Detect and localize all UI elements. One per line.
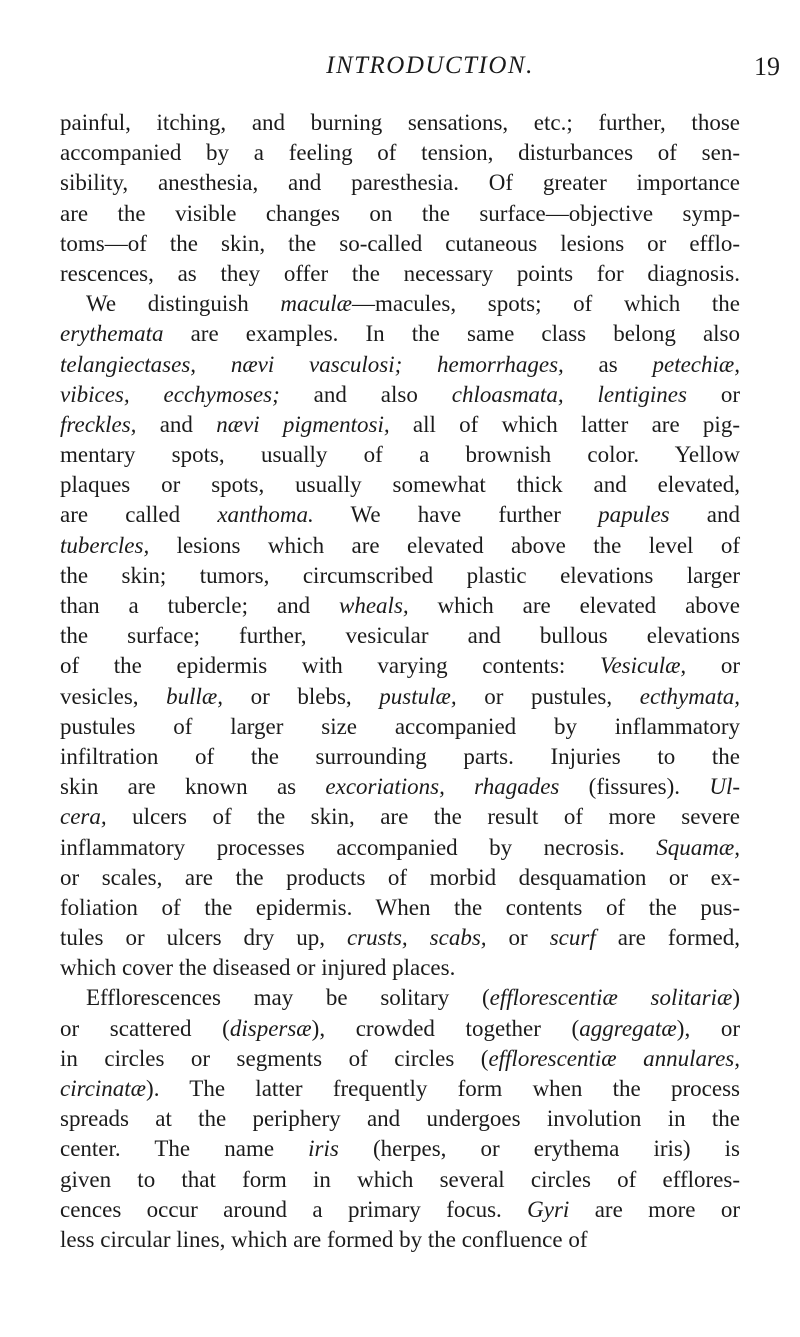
text-segment: We distinguish <box>86 291 281 317</box>
text-line <box>60 682 740 712</box>
text-line <box>60 1225 740 1255</box>
text-segment: foliation of the epidermis. When the contents of the pus- <box>60 894 740 920</box>
text-segment: plaques or spots, usually somewhat thick and elevated, <box>60 472 740 498</box>
italic-term: crusts, scabs, <box>346 925 487 951</box>
text-line <box>60 1014 740 1044</box>
text-segment: We have further <box>313 502 599 528</box>
text-segment: are called <box>60 502 218 528</box>
text-line <box>60 380 740 410</box>
text-segment: than a tubercle; and <box>60 593 339 618</box>
italic-term: Vesiculæ, <box>599 653 687 679</box>
text-line <box>60 410 740 440</box>
text-segment: vesicles, <box>60 683 167 709</box>
text-line <box>60 1134 740 1164</box>
text-segment: tules or ulcers dry up, <box>60 925 347 951</box>
italic-term: maculæ <box>280 291 352 317</box>
text-line <box>60 893 740 923</box>
text-segment: or <box>486 925 550 951</box>
text-segment: pustules of larger size accompanied by inflammatory <box>60 713 740 739</box>
text-segment: (fissures). <box>559 774 710 800</box>
text-segment: all of which latter are pig- <box>389 411 740 437</box>
text-segment: or scattered ( <box>60 1015 230 1041</box>
text-line <box>60 1074 740 1104</box>
text-segment: the surface; further, vesicular and bullous elevations <box>60 623 740 649</box>
text-segment: ), crowded together ( <box>311 1015 580 1041</box>
text-segment: are examples. In the same class belong also <box>163 321 740 347</box>
text-line <box>60 1195 740 1225</box>
text-line <box>60 168 740 198</box>
text-segment: the skin; tumors, circumscribed plastic elevations larger <box>60 562 740 588</box>
text-segment: are formed, <box>595 925 740 951</box>
text-line <box>60 1165 740 1195</box>
text-segment: toms—of the skin, the so-called cutaneous lesions or efflo- <box>60 230 740 256</box>
text-line <box>60 531 740 561</box>
italic-term: iris <box>308 1136 339 1162</box>
text-segment: ), or <box>676 1015 741 1041</box>
italic-term: Squamæ, <box>656 834 740 860</box>
text-segment: and <box>136 411 217 437</box>
text-line <box>60 500 740 530</box>
text-line <box>60 259 740 289</box>
italic-term: excoriations, rhagades <box>325 774 560 800</box>
text-line <box>60 923 740 953</box>
text-segment: or <box>686 381 740 407</box>
italic-term: vibices, ecchymoses; <box>60 381 280 407</box>
italic-term: aggregatæ <box>579 1015 677 1041</box>
italic-term: nævi pigmentosi, <box>216 411 390 437</box>
italic-term: bullæ, <box>166 683 224 709</box>
text-line <box>60 229 740 259</box>
text-segment: and also <box>279 381 452 407</box>
text-segment: Efflorescences may be solitary ( <box>86 985 490 1011</box>
italic-term: Ul- <box>709 774 740 800</box>
text-line <box>60 289 740 319</box>
italic-term: pustulæ, <box>379 683 457 709</box>
text-line <box>60 1104 740 1134</box>
italic-term: dispersæ <box>229 1015 312 1041</box>
text-segment: mentary spots, usually of a brownish color. Yellow <box>60 442 740 468</box>
italic-term: chloasmata, lentigines <box>451 381 687 407</box>
text-line <box>60 561 740 591</box>
text-segment: sibility, anesthesia, and paresthesia. Of greater importance <box>60 170 740 196</box>
text-line <box>60 983 740 1013</box>
text-segment: (herpes, or erythema iris) is <box>338 1136 740 1162</box>
text-line <box>60 772 740 802</box>
italic-term: cera, <box>60 804 107 830</box>
italic-term: efflorescentiæ annulares, <box>488 1045 740 1071</box>
italic-term: efflorescentiæ solitariæ <box>489 985 733 1011</box>
text-line <box>60 953 740 983</box>
text-line <box>60 712 740 742</box>
running-head <box>60 52 800 98</box>
text-segment: spreads at the periphery and undergoes involution in the <box>60 1106 740 1132</box>
text-segment: in circles or segments of circles ( <box>60 1045 489 1071</box>
text-line <box>60 470 740 500</box>
text-segment: are more or <box>569 1196 740 1222</box>
text-line <box>60 833 740 863</box>
text-segment: skin are known as <box>60 774 326 800</box>
text-line <box>60 651 740 681</box>
text-segment: or blebs, <box>223 683 380 709</box>
text-segment: ). The latter frequently form when the process <box>146 1076 740 1101</box>
body-text <box>60 108 740 1255</box>
text-line <box>60 319 740 349</box>
text-line <box>60 350 740 380</box>
text-line <box>60 591 740 621</box>
text-segment: ) <box>732 985 740 1011</box>
text-segment: painful, itching, and burning sensations, etc.; further, those <box>60 110 740 135</box>
text-segment: given to that form in which several circles of efflores- <box>60 1166 740 1192</box>
italic-term: petechiæ, <box>652 351 740 377</box>
text-line <box>60 108 740 138</box>
text-segment: center. The name <box>60 1136 309 1162</box>
text-segment: less circular lines, which are formed by the confluence of <box>60 1226 588 1252</box>
italic-term: telangiectases, nævi vasculosi; hemorrhages, <box>60 351 564 377</box>
text-line <box>60 1044 740 1074</box>
text-segment: rescences, as they offer the necessary points for diagnosis. <box>60 260 740 286</box>
text-segment: of the epidermis with varying contents: <box>60 653 600 679</box>
text-segment: which are elevated above <box>408 593 740 618</box>
italic-term: ecthymata, <box>639 683 740 709</box>
italic-term: papules <box>598 502 670 528</box>
text-segment: are the visible changes on the surface—objective symp- <box>60 200 740 226</box>
italic-term: scurf <box>549 925 596 951</box>
text-segment: ulcers of the skin, are the result of more severe <box>106 804 740 830</box>
text-line <box>60 863 740 893</box>
text-segment: lesions which are elevated above the level of <box>149 532 740 558</box>
text-segment: as <box>563 351 653 377</box>
italic-term: wheals, <box>339 593 409 618</box>
italic-term: circinatæ <box>60 1076 147 1101</box>
text-segment: which cover the diseased or injured places. <box>60 955 456 981</box>
text-line <box>60 742 740 772</box>
text-line <box>60 621 740 651</box>
text-segment: or pustules, <box>456 683 640 709</box>
text-segment: or scales, are the products of morbid desquamation or ex- <box>60 864 740 890</box>
italic-term: erythemata <box>60 321 164 347</box>
text-line <box>60 440 740 470</box>
text-segment: inflammatory processes accompanied by necrosis. <box>60 834 657 860</box>
text-line <box>60 138 740 168</box>
text-segment: cences occur around a primary focus. <box>60 1196 528 1222</box>
page-number: 19 <box>754 52 780 81</box>
text-line <box>60 199 740 229</box>
text-segment: infiltration of the surrounding parts. Injuries to the <box>60 743 740 769</box>
text-line <box>60 802 740 832</box>
text-segment: and <box>669 502 741 528</box>
page-title: INTRODUCTION. <box>326 52 534 79</box>
italic-term: xanthoma. <box>217 502 314 528</box>
italic-term: tubercles, <box>60 532 150 558</box>
text-segment: accompanied by a feeling of tension, disturbances of sen- <box>60 140 740 166</box>
italic-term: freckles, <box>60 411 137 437</box>
text-segment: —macules, spots; of which the <box>351 291 740 317</box>
text-segment: or <box>686 653 740 679</box>
italic-term: Gyri <box>527 1196 570 1222</box>
